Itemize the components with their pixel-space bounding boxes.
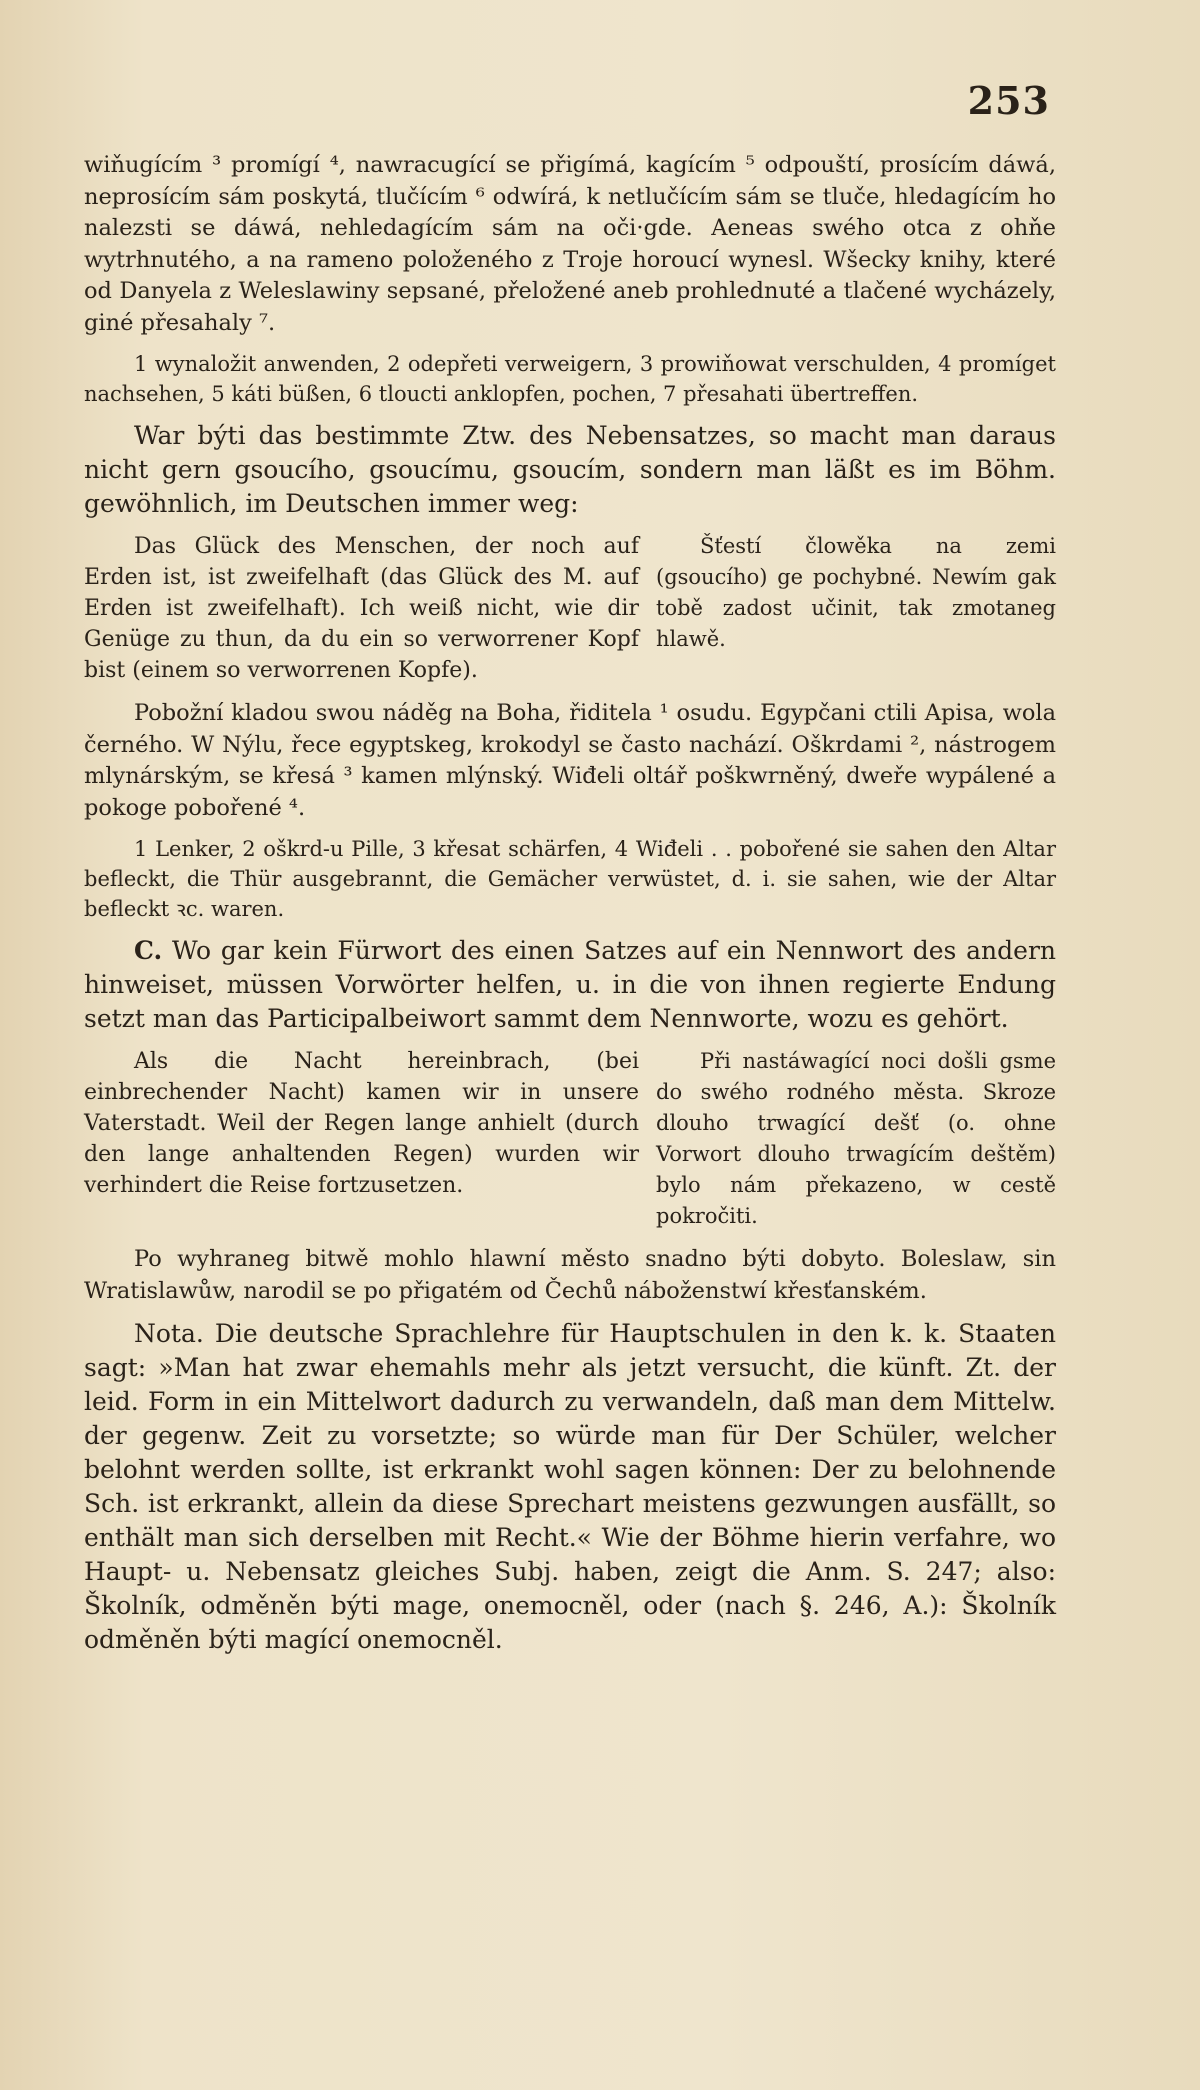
paragraph-czech-history: Po wyhraneg bitwě mohlo hlawní město snadno býti dobyto. Boleslaw, sin Wratislawůw, narodil se po přigatém od Čechů náboženstwí křesťanském. xyxy=(84,1246,1056,1304)
section-marker: C. xyxy=(134,936,163,965)
nota-label: Nota. xyxy=(134,1319,204,1348)
parallel-columns-2 xyxy=(84,1046,1056,1232)
german-example-column-2: Als die Nacht hereinbrach, (bei einbrechender Nacht) kamen wir in unsere Vaterstadt. Weil der Regen lange anhielt (durch den lange anhaltenden Regen) wurden wir verhindert die Reise fortzusetzen. xyxy=(84,1049,639,1198)
section-c-rule xyxy=(84,934,1056,1036)
footnotes-vocabulary: 1 wynaložit anwenden, 2 odepřeti verweigern, 3 prowiňowat verschulden, 4 promíget nachsehen, 5 káti büßen, 6 tloucti anklopfen, pochen, 7 přesahati übertreffen. xyxy=(84,352,1056,406)
section-c-text: Wo gar kein Fürwort des einen Satzes auf ein Nennwort des andern hinweiset, müssen Vorwörter helfen, u. in die von ihnen regierte Endung setzt man das Participalbeiwort sammt dem Nennworte, wozu es gehört. xyxy=(84,936,1057,1033)
paragraph-czech-examples: wiňugícím ³ promígí ⁴, nawracugící se přigímá, kagícím ⁵ odpouští, prosícím dáwá, neprosícím sám poskytá, tlučícím ⁶ odwírá, k netlučícím sám se tluče, hledagícím ho nalezsti se dáwá, nehledagícím sám na oči·gde. Aeneas swého otca z ohňe wytrhnutého, a na rameno položeného z Troje horoucí wynesl. Wšecky knihy, které od Danyela z Weleslawiny sepsané, přeložené aneb prohlednuté a tlačené wycházely, giné přesahaly ⁷. xyxy=(84,152,1056,336)
page-number: 253 xyxy=(967,78,1050,123)
nota-text: Die deutsche Sprachlehre für Hauptschulen in den k. k. Staaten sagt: »Man hat zwar ehemahls mehr als jetzt versucht, die künft. Zt. der leid. Form in ein Mittelwort dadurch zu verwandeln, daß man dem Mittelw. der gegenw. Zeit zu vorsetzte; so würde man für Der Schüler, welcher belohnt werden sollte, ist erkrankt wohl sagen können: Der zu belohnende Sch. ist erkrankt, allein da diese Sprechart meistens gezwungen ausfällt, so enthält man sich derselben mit Recht.« Wie der Böhme hierin verfahre, wo Haupt- u. Nebensatz gleiches Subj. haben, zeigt die Anm. S. 247; also: Školník, odměněn býti mage, onemocněl, oder (nach §. 246, A.): Školník odměněn býti magící onemocněl. xyxy=(84,1319,1057,1654)
paragraph-rule-byti: War býti das bestimmte Ztw. des Nebensatzes, so macht man daraus nicht gern gsoucího, gsoucímu, gsoucím, sondern man läßt es im Böhm. gewöhnlich, im Deutschen immer weg: xyxy=(84,421,1056,518)
footnotes-translations: 1 Lenker, 2 oškrd-u Pille, 3 křesat schärfen, 4 Wiđeli . . pobořené sie sahen den Altar befleckt, die Thür ausgebrannt, die Gemächer verwüstet, d. i. sie sahen, wie der Altar befleckt ꝛc. waren. xyxy=(84,837,1056,921)
czech-example-column: Šťestí člowěka na zemi (gsoucího) ge pochybné. Newím gak tobě zadost učinit, tak zmotaneg hlawě. xyxy=(656,534,1056,651)
parallel-columns-1 xyxy=(84,531,1056,686)
paragraph-czech-sentences: Pobožní kladou swou náděg na Boha, řiditela ¹ osudu. Egypčani ctili Apisa, wola černého. W Nýlu, řece egyptskeg, krokodyl se často nachází. Oškrdami ², nástrogem mlynárským, se křesá ³ kamen mlýnský. Wiđeli oltář poškwrněný, dweře wypálené a pokoge pobořené ⁴. xyxy=(84,700,1056,821)
german-example-column: Das Glück des Menschen, der noch auf Erden ist, ist zweifelhaft (das Glück des M. auf Erden ist zweifelhaft). Ich weiß nicht, wie dir Genüge zu thun, da du ein so verworrener Kopf bist (einem so verworrenen Kopfe). xyxy=(84,534,639,683)
nota-paragraph xyxy=(84,1317,1056,1657)
page-body xyxy=(84,150,1056,1667)
czech-example-column-2: Při nastáwagící noci došli gsme do swého rodného města. Skroze dlouho trwagící dešť (o. ohne Vorwort dlouho trwagícím deštěm) bylo nám překazeno, w cestě pokročiti. xyxy=(656,1049,1056,1228)
